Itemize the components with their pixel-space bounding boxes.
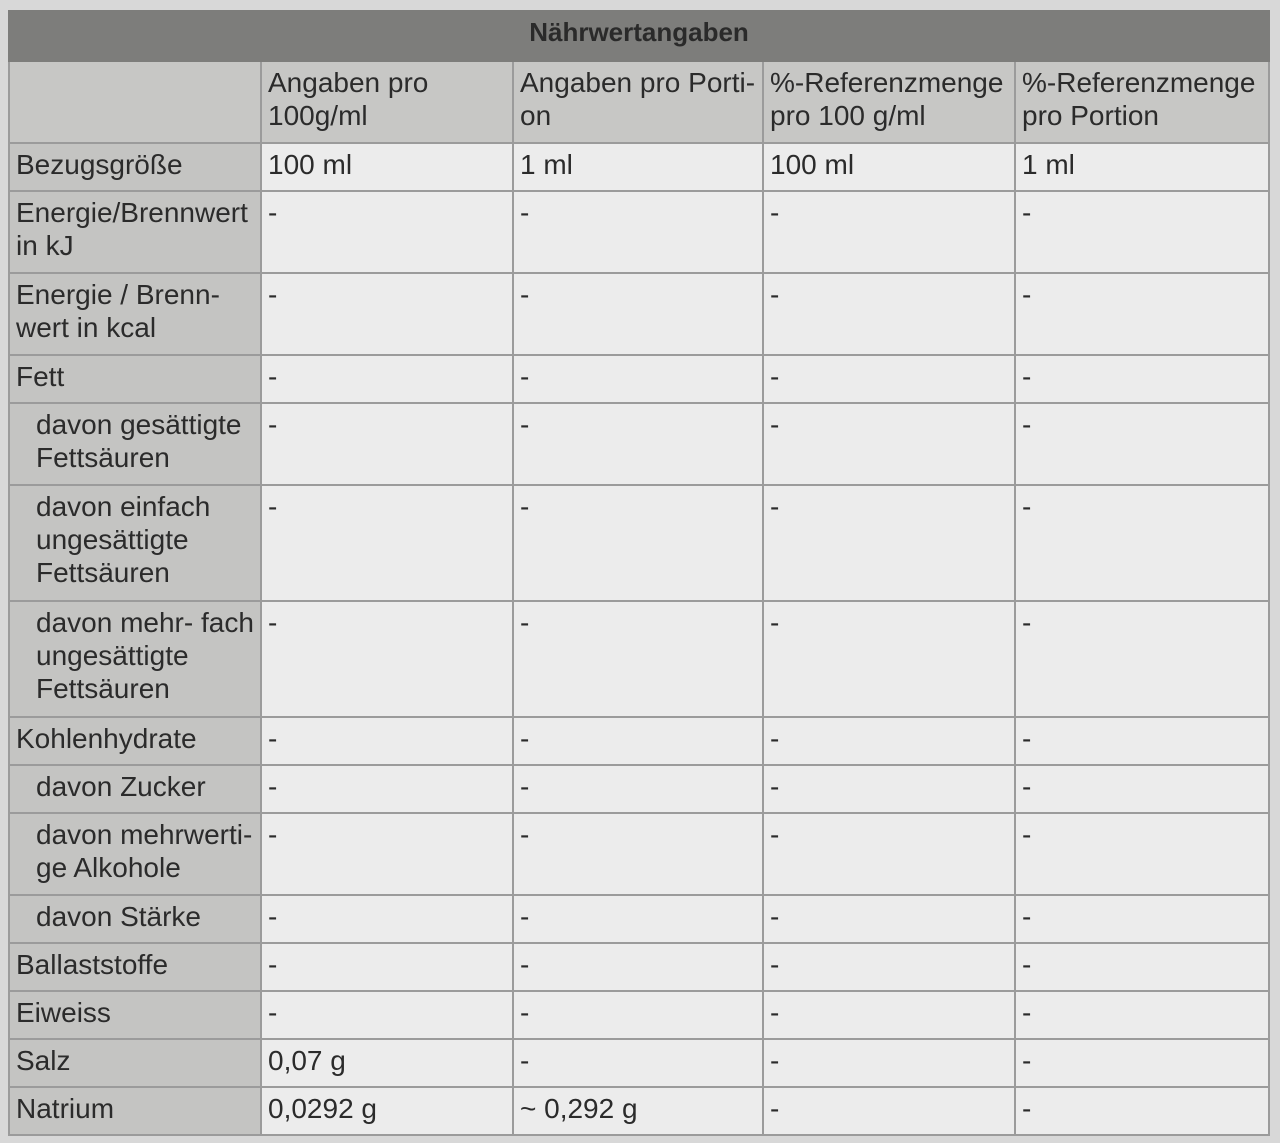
row-value: - <box>261 601 513 717</box>
row-value: - <box>763 943 1015 991</box>
row-value: - <box>513 191 763 273</box>
row-value: - <box>763 191 1015 273</box>
row-label: Natrium <box>9 1087 261 1135</box>
row-value: - <box>763 601 1015 717</box>
row-value: - <box>261 191 513 273</box>
row-label: Fett <box>9 355 261 403</box>
row-value: - <box>513 403 763 485</box>
table-row <box>9 813 1269 895</box>
row-value: - <box>1015 895 1269 943</box>
row-value: - <box>763 1087 1015 1135</box>
table-row <box>9 355 1269 403</box>
row-value: - <box>1015 943 1269 991</box>
table-row <box>9 1039 1269 1087</box>
row-value: - <box>1015 813 1269 895</box>
row-value: - <box>763 1039 1015 1087</box>
header-cell-ref-per-100: %-Referenzmenge pro 100 g/ml <box>763 61 1015 143</box>
row-value: 100 ml <box>261 143 513 191</box>
table-row <box>9 143 1269 191</box>
row-label: Eiweiss <box>9 991 261 1039</box>
row-label: Energie / Brenn- wert in kcal <box>9 273 261 355</box>
row-value: - <box>1015 485 1269 601</box>
table-row <box>9 601 1269 717</box>
row-value: - <box>763 485 1015 601</box>
row-value: 1 ml <box>1015 143 1269 191</box>
row-value: ~ 0,292 g <box>513 1087 763 1135</box>
header-cell-per-100: Angaben pro 100g/ml <box>261 61 513 143</box>
table-title: Nährwertangaben <box>9 11 1269 61</box>
row-value: 0,0292 g <box>261 1087 513 1135</box>
row-value: - <box>763 813 1015 895</box>
row-value: - <box>763 765 1015 813</box>
row-value: 0,07 g <box>261 1039 513 1087</box>
row-value: - <box>513 813 763 895</box>
row-value: - <box>1015 191 1269 273</box>
row-value: - <box>513 1039 763 1087</box>
row-value: - <box>513 717 763 765</box>
row-label: Ballaststoffe <box>9 943 261 991</box>
table-row <box>9 765 1269 813</box>
row-value: 100 ml <box>763 143 1015 191</box>
row-value: - <box>1015 1087 1269 1135</box>
row-value: - <box>1015 1039 1269 1087</box>
row-value: - <box>261 403 513 485</box>
row-label: Salz <box>9 1039 261 1087</box>
table-title-row <box>9 11 1269 61</box>
row-value: - <box>261 355 513 403</box>
table-row <box>9 191 1269 273</box>
row-label: davon mehr- fach ungesättigte Fettsäuren <box>9 601 261 717</box>
row-value: - <box>763 991 1015 1039</box>
table-header-row <box>9 61 1269 143</box>
row-value: - <box>261 485 513 601</box>
row-value: - <box>1015 991 1269 1039</box>
header-cell-ref-per-portion: %-Referenzmenge pro Portion <box>1015 61 1269 143</box>
row-value: - <box>1015 355 1269 403</box>
row-value: - <box>261 991 513 1039</box>
nutrition-sheet <box>8 10 1268 1134</box>
row-value: - <box>261 943 513 991</box>
row-value: - <box>261 895 513 943</box>
row-value: - <box>261 765 513 813</box>
row-label: davon einfach ungesättigte Fettsäuren <box>9 485 261 601</box>
row-value: - <box>763 273 1015 355</box>
row-label: davon Stärke <box>9 895 261 943</box>
table-row <box>9 485 1269 601</box>
header-cell-per-portion: Angaben pro Porti- on <box>513 61 763 143</box>
row-value: - <box>763 717 1015 765</box>
table-row <box>9 717 1269 765</box>
row-value: - <box>763 403 1015 485</box>
row-value: - <box>261 717 513 765</box>
row-value: - <box>1015 403 1269 485</box>
table-row <box>9 403 1269 485</box>
row-value: - <box>261 273 513 355</box>
nutrition-table <box>8 10 1270 1136</box>
row-label: davon Zucker <box>9 765 261 813</box>
row-value: - <box>261 813 513 895</box>
table-row <box>9 273 1269 355</box>
table-row <box>9 943 1269 991</box>
row-value: - <box>1015 717 1269 765</box>
row-value: - <box>513 943 763 991</box>
row-value: - <box>513 601 763 717</box>
row-value: - <box>1015 765 1269 813</box>
row-value: - <box>763 895 1015 943</box>
row-value: - <box>1015 273 1269 355</box>
row-label: Kohlenhydrate <box>9 717 261 765</box>
row-value: - <box>513 895 763 943</box>
row-label: Bezugsgröße <box>9 143 261 191</box>
row-value: - <box>763 355 1015 403</box>
row-value: - <box>513 485 763 601</box>
row-label: Energie/Brennwert in kJ <box>9 191 261 273</box>
header-cell-empty <box>9 61 261 143</box>
row-value: - <box>1015 601 1269 717</box>
row-value: 1 ml <box>513 143 763 191</box>
row-value: - <box>513 273 763 355</box>
row-label: davon gesättigte Fettsäuren <box>9 403 261 485</box>
row-value: - <box>513 355 763 403</box>
row-value: - <box>513 991 763 1039</box>
table-row <box>9 895 1269 943</box>
row-value: - <box>513 765 763 813</box>
row-label: davon mehrwerti- ge Alkohole <box>9 813 261 895</box>
table-row <box>9 991 1269 1039</box>
table-row <box>9 1087 1269 1135</box>
